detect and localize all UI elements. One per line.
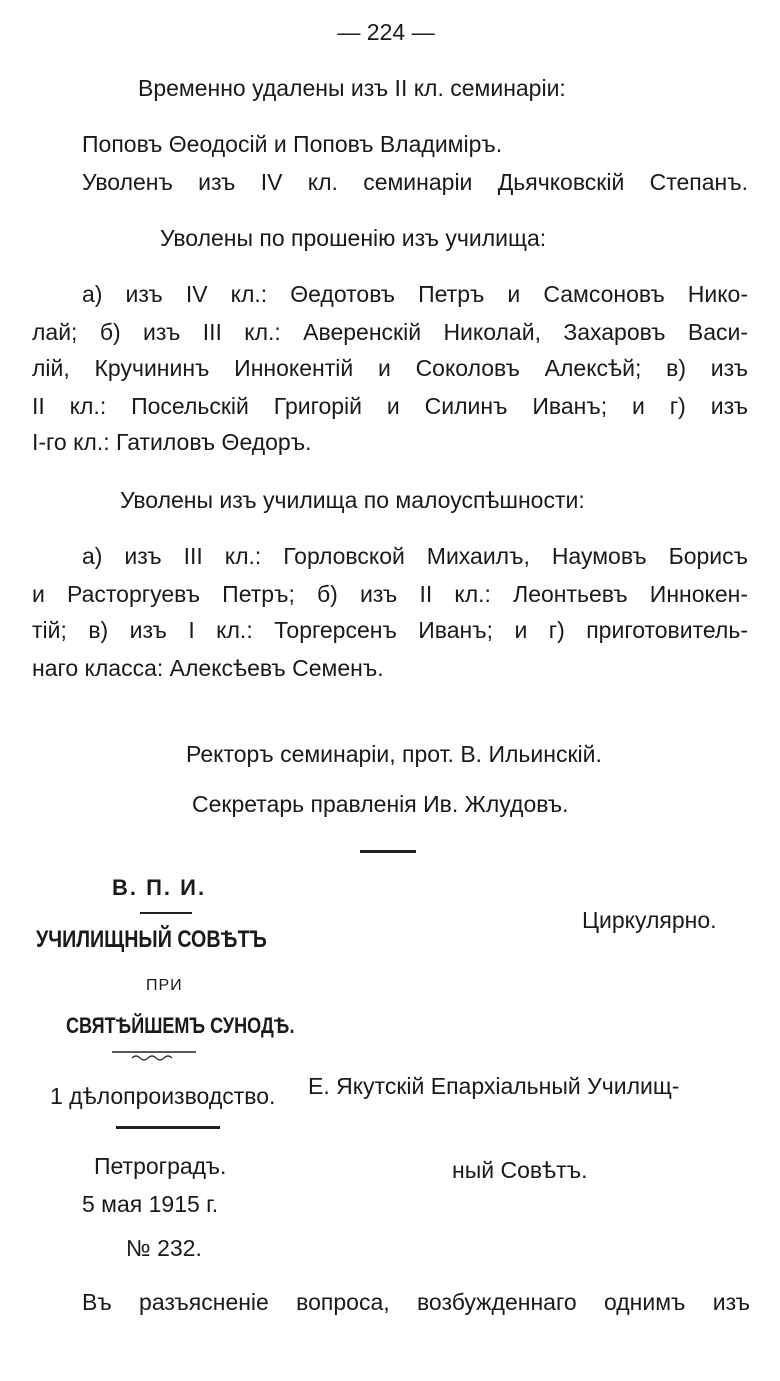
dismissed-poor-progress-line: а) изъ III кл.: Горловской Михаилъ, Наумовъ Борисъ	[82, 543, 748, 569]
heading-dismissed-by-request: Уволены по прошенiю изъ училища:	[160, 225, 547, 251]
letterhead-date: 5 мая 1915 г.	[82, 1191, 219, 1217]
dismissed-by-request-line: I-го кл.: Гатиловъ Θедоръ.	[32, 429, 312, 455]
addressee-line: ный Совѣтъ.	[452, 1157, 588, 1183]
signature-rector: Ректоръ семинарiи, прот. В. Ильинскiй.	[186, 741, 602, 767]
heading-temporarily-removed: Временно удалены изъ II кл. семинарiи:	[138, 75, 566, 101]
letterhead-synod: СВЯТѢЙШЕМЪ СУНОДѢ.	[66, 1013, 295, 1038]
dismissed-by-request-line: а) изъ IV кл.: Θедотовъ Петръ и Самсоновъ Нико-	[82, 281, 748, 307]
letterhead-initials: В. П. И.	[112, 875, 207, 900]
letterhead-rule	[140, 912, 192, 914]
ornamental-rule	[112, 1050, 196, 1062]
letterhead-city: Петроградъ.	[94, 1153, 227, 1179]
letterhead-number: № 232.	[126, 1235, 202, 1261]
heading-dismissed-poor-progress: Уволены изъ училища по малоуспѣшности:	[120, 487, 585, 513]
letterhead-council: УЧИЛИЩНЫЙ СОВѢТЪ	[36, 926, 267, 953]
dismissed-by-request-line: лiй, Кручининъ Иннокентiй и Соколовъ Алексѣй; в) изъ	[32, 355, 748, 381]
letterhead-department: 1 дѣлопроизводство.	[50, 1083, 276, 1109]
dismissed-poor-progress-line: и Расторгуевъ Петръ; б) изъ II кл.: Леонтьевъ Иннокен-	[32, 581, 748, 607]
dismissed-by-request-line: II кл.: Посельскiй Григорiй и Силинъ Иванъ; и г) изъ	[32, 393, 748, 419]
addressee-line: Е. Якутскiй Епархiальный Училищ-	[308, 1073, 680, 1099]
letterhead-at: ПРИ	[146, 977, 183, 994]
section-divider	[360, 850, 416, 853]
dismissed-poor-progress-line: тiй; в) изъ I кл.: Торгерсенъ Иванъ; и г) приготовитель-	[32, 617, 748, 643]
body-start: Въ разъясненiе вопроса, возбужденнаго однимъ изъ	[82, 1289, 750, 1315]
letterhead-rule	[116, 1126, 220, 1129]
circular-label: Циркулярно.	[582, 907, 717, 933]
dismissed-iv-seminary: Уволенъ изъ IV кл. семинарiи Дьячковскiй Степанъ.	[82, 169, 748, 195]
page-number: — 224 —	[337, 19, 435, 45]
dismissed-poor-progress-line: наго класса: Алексѣевъ Семенъ.	[32, 655, 384, 681]
dismissed-by-request-line: лай; б) изъ III кл.: Аверенскiй Николай, Захаровъ Васи-	[32, 319, 748, 345]
signature-secretary: Секретарь правленiя Ив. Жлудовъ.	[192, 791, 569, 817]
temporarily-removed-names: Поповъ Θеодосiй и Поповъ Владимiръ.	[82, 131, 503, 157]
